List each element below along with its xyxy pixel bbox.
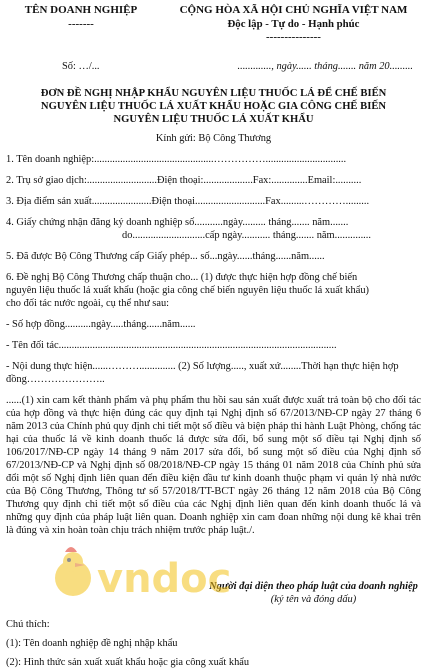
note-item: (2): Hình thức sản xuất xuất khẩu hoặc gia công xuất khẩu [6,657,250,668]
contract-content-cont: đồng………………….. [6,374,105,385]
notes-block [6,618,421,669]
note-item: (1): Tên doanh nghiệp đề nghị nhập khẩu [6,638,178,649]
document-date: ............., ngày...... tháng....... năm 20......... [237,61,413,72]
national-motto-block [166,4,421,45]
contract-content: - Nội dung thực hiện......……….............. (2) Số lượng....., xuất xứ........Thời hạn thực hiện hợp [6,361,399,372]
number-date-line [0,60,427,74]
company-block [6,4,156,32]
partner-name: - Tên đối tác........................................................................................................... [6,340,337,351]
notes-heading: Chú thích: [6,619,50,630]
title-line: NGUYÊN LIỆU THUỐC LÁ XUẤT KHẨU HOẶC GIA CÔNG CHẾ BIẾN [40,100,387,112]
field-company-name: 1. Tên doanh nghiệp:..............................................……………............................... [6,154,347,165]
document-number: Số: …/... [62,61,100,72]
commitment-paragraph: ......(1) xin cam kết thành phẩm và phụ phẩm thu hồi sau sản xuất được xuất trả toàn bộ cho đối tác của hợp đồng và thực hiện đúng các quy định tại Nghị định số 67/2013/NĐ-CP ngày 27 tháng 6 năm 2013 của Chính phủ quy định chi tiết một số điều và biện pháp thi hành Luật Phòng, chống tác hại của thuốc lá về kinh doanh thuốc lá được sửa đổi, bổ sung một số điều tại Nghị định số 106/2017/NĐ-CP ngày 14 tháng 9 năm 2017 sửa đổi, bổ sung một số điều của Nghị định số 67/2013/NĐ-CP và Nghị định số 08/2018/NĐ-CP ngày 15 tháng 01 năm 2018 của Chính phủ sửa đổi một số Nghị định liên quan đến điều kiện đầu tư kinh doanh thuộc phạm vi quản lý nhà nước của Bộ Công Thương, Thông tư số 57/2018/TT-BCT ngày 26 tháng 12 năm 2018 của Bộ Công Thương quy định chi tiết một số điều của các Nghị định liên quan đến kinh doanh thuốc lá và những quy định của pháp luật liên quan. Doanh nghiệp xin cam đoan những nội dung kê khai trên là đúng và xin hoàn toàn chịu trách nhiệm trước pháp luật./. [6,395,421,536]
field-registration-issuer: do............................cấp ngày........... tháng....... năm.............. [122,230,371,241]
motto: Độc lập - Tự do - Hạnh phúc [227,17,360,30]
vndoc-watermark-logo [45,540,245,610]
signature-sub: (ký tên và đóng dấu) [270,594,357,605]
document-header [6,4,421,48]
mascot-icon [55,547,91,596]
document-body [6,132,421,537]
addressee: Kính gửi: Bộ Công Thương [155,133,272,144]
company-divider: ------- [68,17,94,30]
field-business-registration: 4. Giấy chứng nhận đăng ký doanh nghiệp số...........ngày......... tháng....... năm....... [6,217,349,228]
watermark-text: vndoc [97,556,232,602]
item6-line: 6. Đề nghị Bộ Công Thương chấp thuận cho... (1) được thực hiện hợp đồng chế biến [6,272,358,283]
signature-title: Người đại diện theo pháp luật của doanh nghiệp [209,581,418,592]
title-line: ĐƠN ĐỀ NGHỊ NHẬP KHẨU NGUYÊN LIỆU THUỐC LÁ ĐỂ CHẾ BIẾN [40,88,387,99]
item6-line: nguyên liệu thuốc lá xuất khẩu (hoặc gia công chế biến nguyên liệu thuốc lá xuất khẩu) [6,285,369,296]
item6-line: cho đối tác nước ngoài, cụ thể như sau: [6,298,170,309]
motto-divider: --------------- [266,31,321,44]
document-title [6,88,421,127]
field-license: 5. Đã được Bộ Công Thương cấp Giấy phép... số...ngày......tháng......năm...... [6,251,325,262]
field-production-site: 3. Địa điểm sản xuất.......................Điện thoại...........................Fax.........…………......... [6,196,370,207]
company-name: TÊN DOANH NGHIỆP [24,4,138,16]
field-head-office: 2. Trụ sở giao dịch:...........................Điện thoại:...................Fax:..............Email:.......... [6,175,362,186]
contract-number: - Số hợp đồng..........ngày.....tháng......năm...... [6,319,196,330]
title-line: NGUYÊN LIỆU THUỐC LÁ XUẤT KHẨU [113,113,314,125]
nation-name: CỘNG HÒA XÃ HỘI CHỦ NGHĨA VIỆT NAM [179,4,408,16]
